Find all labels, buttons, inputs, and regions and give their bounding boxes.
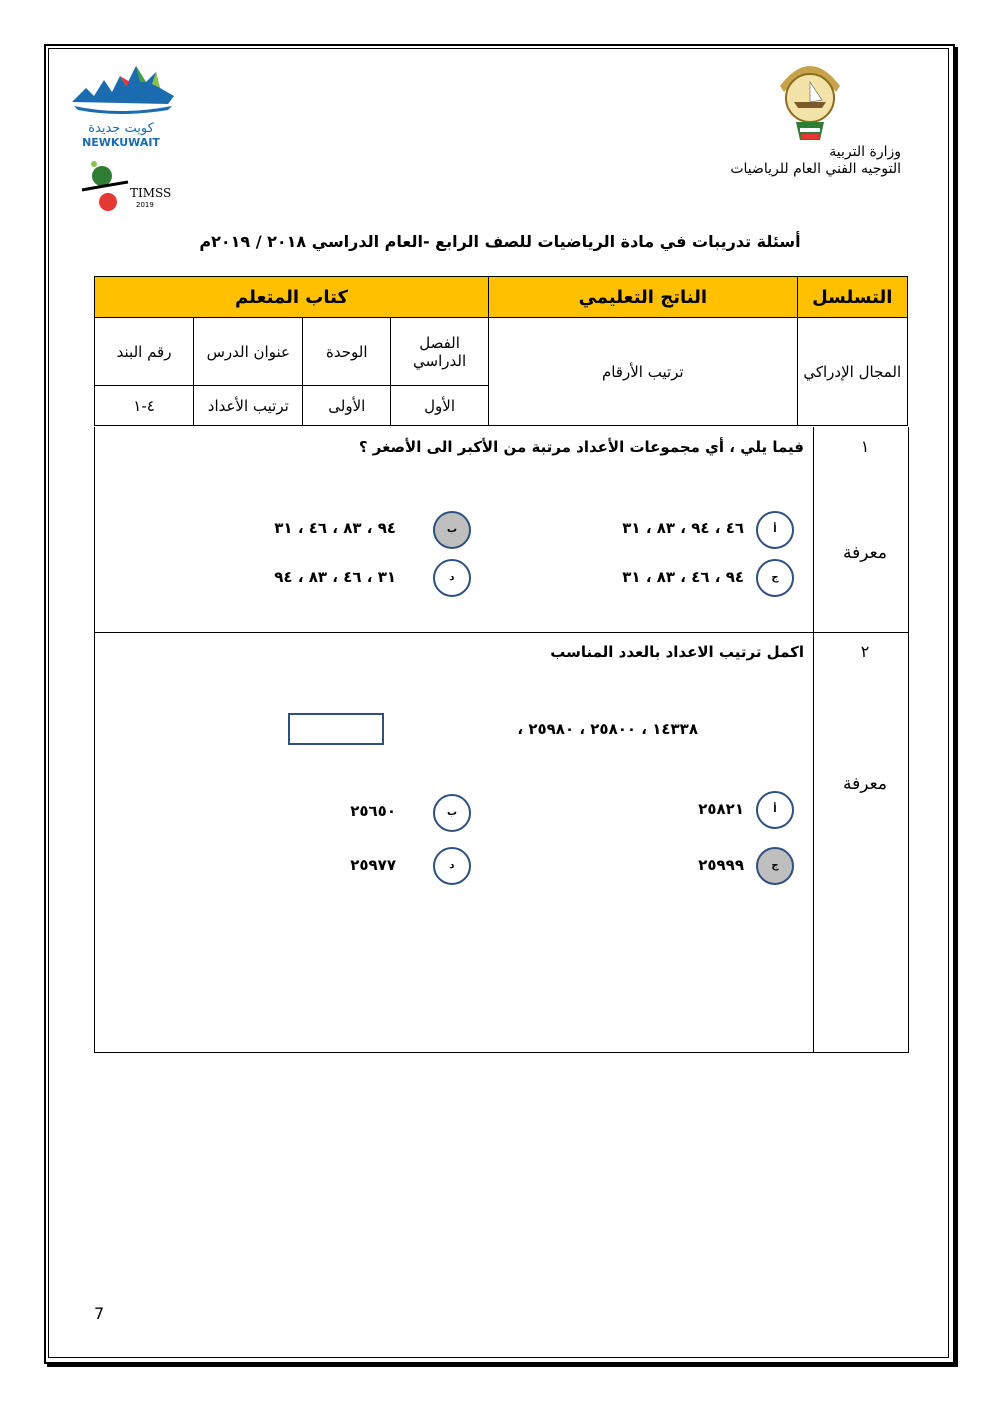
option-b-text: ٩٤ ، ٨٣ ، ٤٦ ، ٣١ xyxy=(274,519,396,537)
column-divider xyxy=(813,427,814,632)
number-sequence: ١٤٣٣٨ ، ٢٥٨٠٠ ، ٢٥٩٨٠ ، xyxy=(517,720,698,738)
question-number: ١ xyxy=(860,437,870,456)
option-d-text: ٢٥٩٧٧ xyxy=(350,856,396,874)
unit-label: الوحدة xyxy=(303,318,391,386)
header-book: كتاب المتعلم xyxy=(95,277,489,318)
ministry-name: وزارة التربية xyxy=(829,144,901,160)
ministry-header xyxy=(730,144,901,178)
answer-input-box[interactable] xyxy=(288,713,384,745)
question-domain: معرفة xyxy=(843,543,887,563)
kuwait-emblem xyxy=(770,56,850,144)
semester-value: الأول xyxy=(391,386,489,426)
question-2 xyxy=(94,632,909,1053)
option-a-text: ٤٦ ، ٩٤ ، ٨٣ ، ٣١ xyxy=(622,519,744,537)
question-domain: معرفة xyxy=(843,774,887,794)
newkuwait-arabic: كويت جديدة xyxy=(88,121,154,136)
question-text: اكمل ترتيب الاعداد بالعدد المناسب xyxy=(550,643,804,661)
info-table xyxy=(94,276,908,426)
unit-value: الأولى xyxy=(303,386,391,426)
lesson-value: ترتيب الأعداد xyxy=(194,386,303,426)
semester-label: الفصل الدراسي xyxy=(391,318,489,386)
item-value: ٤-١ xyxy=(95,386,194,426)
outcome-value: ترتيب الأرقام xyxy=(489,318,798,426)
timss-year: 2019 xyxy=(136,201,154,209)
page-title: أسئلة تدريبات في مادة الرياضيات للصف الرابع -العام الدراسي ٢٠١٨ / ٢٠١٩م xyxy=(199,232,801,251)
header-sequence: التسلسل xyxy=(797,277,907,318)
domain-label: المجال الإدراكي xyxy=(797,318,907,426)
option-b-text: ٢٥٦٥٠ xyxy=(350,802,396,820)
timss-text: TIMSS xyxy=(130,186,172,200)
option-c-text: ٢٥٩٩٩ xyxy=(698,856,744,874)
option-a-text: ٢٥٨٢١ xyxy=(698,800,744,818)
question-1 xyxy=(94,427,909,633)
header-outcome: الناتج التعليمي xyxy=(489,277,798,318)
option-b-marker[interactable]: ب xyxy=(433,511,471,549)
timss-logo xyxy=(80,160,180,216)
option-d-marker[interactable]: د xyxy=(433,847,471,885)
option-c-text: ٩٤ ، ٤٦ ، ٨٣ ، ٣١ xyxy=(622,568,744,586)
question-text: فيما يلي ، أي مجموعات الأعداد مرتبة من الأكبر الى الأصغر ؟ xyxy=(358,438,804,456)
option-d-text: ٣١ ، ٤٦ ، ٨٣ ، ٩٤ xyxy=(274,568,396,586)
lesson-label: عنوان الدرس xyxy=(194,318,303,386)
option-a-marker[interactable]: أ xyxy=(756,791,794,829)
option-a-marker[interactable]: أ xyxy=(756,511,794,549)
option-c-marker[interactable]: ج xyxy=(756,847,794,885)
newkuwait-english: NEWKUWAIT xyxy=(82,136,160,149)
item-label: رقم البند xyxy=(95,318,194,386)
option-b-marker[interactable]: ب xyxy=(433,794,471,832)
column-divider xyxy=(813,632,814,1052)
page-number: 7 xyxy=(94,1304,105,1323)
department-name: التوجيه الفني العام للرياضيات xyxy=(730,161,901,177)
question-number: ٢ xyxy=(860,642,870,661)
option-c-marker[interactable]: ج xyxy=(756,559,794,597)
option-d-marker[interactable]: د xyxy=(433,559,471,597)
newkuwait-logo xyxy=(64,58,178,148)
